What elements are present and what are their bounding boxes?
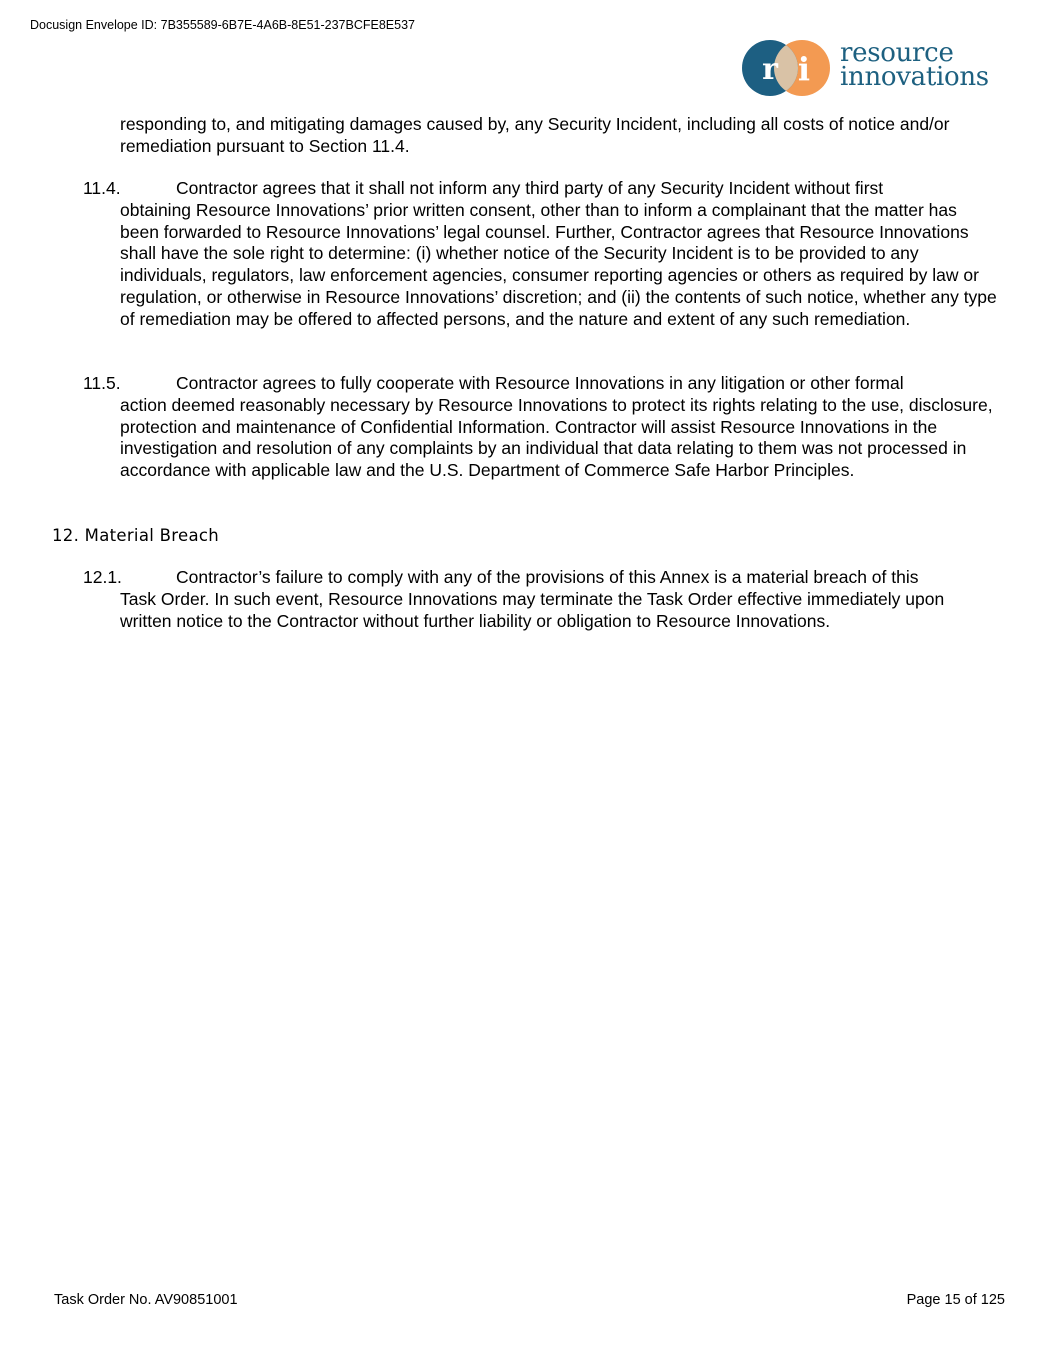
section-12-heading: 12. Material Breach [52,526,219,545]
section-11-5 [120,373,1000,482]
section-11-4-text: obtaining Resource Innovations’ prior written consent, other than to inform a complainant that the matter has been forwarded to Resource Innovations’ legal counsel. Further, Contractor agrees that Resource Innovations shall have the sole right to determine: (i) whether notice of the Security Incident is to be provided to any individuals, regulators, law enforcement agencies, consumer reporting agencies or others as required by law or regulation, or otherwise in Resource Innovations’ discretion; and (ii) the contents of such notice, whether any type of remediation may be offered to affected persons, and the nature and extent of any such remediation. [120,199,997,329]
ri-logo-mark-icon [740,40,832,96]
section-12-1-first-line: Contractor’s failure to comply with any of the provisions of this Annex is a material breach of this [176,567,919,587]
section-12-1 [120,567,1000,632]
section-11-4-number: 11.4. [83,178,121,198]
logo-text-line2: innovations [840,62,989,92]
section-11-4 [120,178,1000,331]
section-11-5-first-line: Contractor agrees to fully cooperate with Resource Innovations in any litigation or other formal [176,373,904,393]
docusign-envelope-id: Docusign Envelope ID: 7B355589-6B7E-4A6B-8E51-237BCFE8E537 [30,18,415,32]
footer-page-number: Page 15 of 125 [906,1292,1005,1308]
continuation-text: responding to, and mitigating damages caused by, any Security Incident, including all costs of notice and/or remediation pursuant to Section 11.4. [120,114,950,156]
section-11-5-number: 11.5. [83,373,121,393]
footer-task-order: Task Order No. AV90851001 [54,1292,238,1308]
section-12-1-number: 12.1. [83,567,122,587]
continuation-paragraph [120,114,1000,158]
svg-text:r: r [762,52,778,87]
section-11-4-first-line: Contractor agrees that it shall not inform any third party of any Security Incident without first [176,178,884,198]
resource-innovations-logo [740,40,1012,96]
section-12-1-text: Task Order. In such event, Resource Innovations may terminate the Task Order effective immediately upon written notice to the Contractor without further liability or obligation to Resource Innovations. [120,588,945,631]
section-11-5-text: action deemed reasonably necessary by Resource Innovations to protect its rights relating to the use, disclosure, protection and maintenance of Confidential Information. Contractor will assist Resource Innovations in the investigation and resolution of any complaints by an individual that data relating to them was not processed in accordance with applicable law and the U.S. Department of Commerce Safe Harbor Principles. [120,394,993,481]
svg-text:i: i [797,50,811,88]
logo-text-line1: resource [840,38,954,68]
